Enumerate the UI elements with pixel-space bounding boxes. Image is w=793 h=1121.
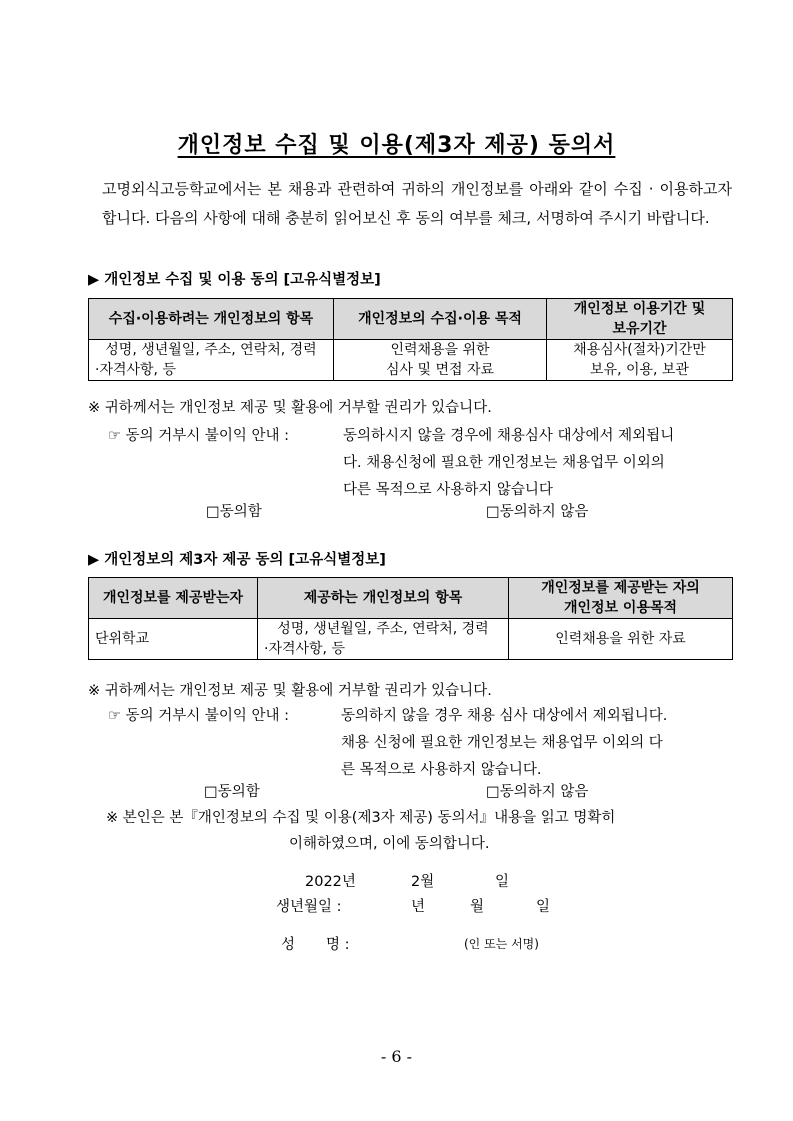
date-year: 2022년: [305, 874, 356, 890]
section2-heading: ▶ 개인정보의 제3자 제공 동의 [고유식별정보]: [88, 552, 386, 568]
refusal-text: 동의하지 않을 경우 채용 심사 대상에서 제외됩니다.: [341, 708, 668, 724]
birth-day[interactable]: 일: [536, 899, 551, 915]
date-day: 일: [495, 874, 510, 890]
birth-month[interactable]: 월: [470, 899, 485, 915]
refusal-text: 동의하시지 않을 경우에 채용심사 대상에서 제외됩니: [343, 428, 675, 444]
rights-note: ※ 귀하께서는 개인정보 제공 및 활용에 거부할 권리가 있습니다.: [88, 683, 492, 699]
table-header: 수집·이용하려는 개인정보의 항목: [89, 299, 334, 340]
date-month: 2월: [411, 874, 435, 890]
refusal-text: 채용 신청에 필요한 개인정보는 채용업무 이외의 다: [341, 735, 663, 751]
confirm-text: 이해하였으며, 이에 동의합니다.: [289, 836, 490, 852]
refusal-text: 다. 채용신청에 필요한 개인정보는 채용업무 이외의: [343, 455, 665, 471]
table-header: 개인정보의 수집·이용 목적: [334, 299, 547, 340]
section2-table: [88, 577, 733, 660]
table-cell: 성명, 생년월일, 주소, 연락처, 경력 ·자격사항, 등: [89, 340, 334, 381]
table-header: 개인정보를 제공받는자: [89, 578, 258, 619]
refusal-label: ☞ 동의 거부시 불이익 안내 :: [108, 708, 289, 724]
page-title: 개인정보 수집 및 이용(제3자 제공) 동의서: [177, 133, 616, 158]
disagree-checkbox[interactable]: □동의하지 않음: [486, 504, 589, 520]
agree-checkbox[interactable]: □동의함: [206, 504, 262, 520]
section1-table: [88, 298, 733, 381]
refusal-text: 다른 목적으로 사용하지 않습니다: [343, 482, 553, 498]
agree-checkbox[interactable]: □동의함: [204, 784, 260, 800]
table-cell: 채용심사(절차)기간만 보유, 이용, 보관: [547, 340, 733, 381]
confirm-text: ※ 본인은 본『개인정보의 수집 및 이용(제3자 제공) 동의서』내용을 읽고 명확히: [106, 810, 616, 826]
sign-hint[interactable]: (인 또는 서명): [464, 937, 539, 951]
table-cell: 인력채용을 위한 심사 및 면접 자료: [334, 340, 547, 381]
refusal-label: ☞ 동의 거부시 불이익 안내 :: [108, 428, 289, 444]
rights-note: ※ 귀하께서는 개인정보 제공 및 활용에 거부할 권리가 있습니다.: [88, 400, 492, 416]
birth-label: 생년월일 :: [276, 899, 342, 915]
sign-label: 명 :: [326, 937, 350, 953]
refusal-text: 른 목적으로 사용하지 않습니다.: [341, 762, 542, 778]
disagree-checkbox[interactable]: □동의하지 않음: [486, 784, 589, 800]
table-header: 제공하는 개인정보의 항목: [258, 578, 509, 619]
table-header: 개인정보를 제공받는 자의 개인정보 이용목적: [509, 578, 733, 619]
table-cell: 인력채용을 위한 자료: [509, 619, 733, 660]
table-header: 개인정보 이용기간 및 보유기간: [547, 299, 733, 340]
table-cell: 단위학교: [89, 619, 258, 660]
intro-paragraph: 고명외식고등학교에서는 본 채용과 관련하여 귀하의 개인정보를 아래와 같이 수집 · 이용하고자 합니다. 다음의 사항에 대해 충분히 읽어보신 후 동의 여부를 체크, 서명하여 주시기 바랍니다.: [102, 180, 733, 227]
birth-year[interactable]: 년: [411, 899, 426, 915]
page-number: - 6 -: [380, 1047, 413, 1066]
section1-heading: ▶ 개인정보 수집 및 이용 동의 [고유식별정보]: [88, 272, 381, 288]
table-cell: 성명, 생년월일, 주소, 연락처, 경력 ·자격사항, 등: [258, 619, 509, 660]
sign-label: 성: [281, 937, 296, 953]
